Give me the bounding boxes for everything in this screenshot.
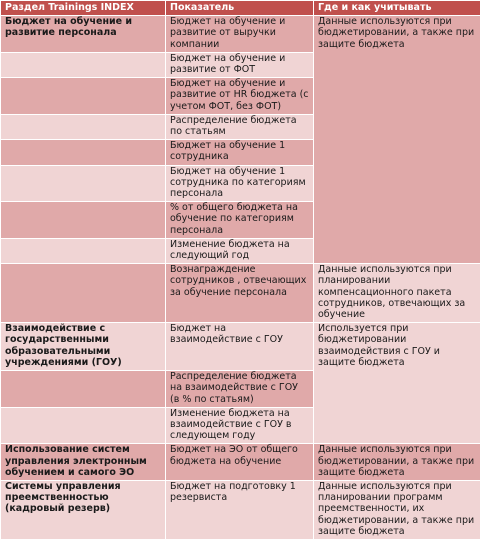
table-row <box>1 264 480 323</box>
section-cell <box>1 371 166 408</box>
section-cell <box>1 165 166 202</box>
indicator-cell: Бюджет на обучение и развитие от HR бюджета (с учетом ФОТ, без ФОТ) <box>166 78 314 115</box>
table-row <box>1 444 480 481</box>
section-cell <box>1 238 166 263</box>
usage-cell: Используется при бюджетировании взаимодействия с ГОУ и защите бюджета <box>314 323 480 444</box>
section-cell: Системы управления преемственностью (кадровый резерв) <box>1 480 166 539</box>
table-row <box>1 480 480 539</box>
col-header-usage: Где и как учитывать <box>314 1 480 16</box>
indicator-cell: % от общего бюджета на обучение по категориям персонала <box>166 202 314 239</box>
indicator-cell: Бюджет на взаимодействие с ГОУ <box>166 323 314 371</box>
col-header-indicator: Показатель <box>166 1 314 16</box>
indicator-cell: Распределение бюджета на взаимодействие с ГОУ (в % по статьям) <box>166 371 314 408</box>
section-cell <box>1 114 166 139</box>
usage-cell: Данные используются при планировании компенсационного пакета сотрудников, отвечающих за обучение <box>314 264 480 323</box>
section-cell <box>1 202 166 239</box>
section-cell: Использование систем управления электронным обучением и самого ЭО <box>1 444 166 481</box>
indicator-cell: Бюджет на обучение 1 сотрудника <box>166 140 314 165</box>
section-cell <box>1 52 166 77</box>
section-cell: Бюджет на обучение и развитие персонала <box>1 16 166 53</box>
header-row <box>1 1 480 16</box>
usage-cell: Данные используются при бюджетировании, а также при защите бюджета <box>314 16 480 264</box>
indicator-cell: Бюджет на ЭО от общего бюджета на обучение <box>166 444 314 481</box>
indicator-cell: Распределение бюджета по статьям <box>166 114 314 139</box>
section-cell <box>1 407 166 444</box>
section-cell <box>1 78 166 115</box>
usage-cell: Данные используются при планировании программ преемственности, их бюджетировании, а также при защите бюджета <box>314 480 480 539</box>
usage-cell: Данные используются при бюджетировании, а также при защите бюджета <box>314 444 480 481</box>
section-cell <box>1 140 166 165</box>
table-row <box>1 16 480 53</box>
section-cell: Взаимодействие с государственными образовательными учреждениями (ГОУ) <box>1 323 166 371</box>
indicator-cell: Изменение бюджета на взаимодействие с ГОУ в следующем году <box>166 407 314 444</box>
indicator-cell: Бюджет на подготовку 1 резервиста <box>166 480 314 539</box>
section-cell <box>1 264 166 323</box>
indicator-cell: Вознаграждение сотрудников , отвечающих за обучение персонала <box>166 264 314 323</box>
col-header-section: Раздел Trainings INDEX <box>1 1 166 16</box>
indicator-cell: Бюджет на обучение и развитие от ФОТ <box>166 52 314 77</box>
indicator-cell: Бюджет на обучение 1 сотрудника по категориям персонала <box>166 165 314 202</box>
table-row <box>1 323 480 371</box>
indicator-cell: Бюджет на обучение и развитие от выручки компании <box>166 16 314 53</box>
indicator-cell: Изменение бюджета на следующий год <box>166 238 314 263</box>
